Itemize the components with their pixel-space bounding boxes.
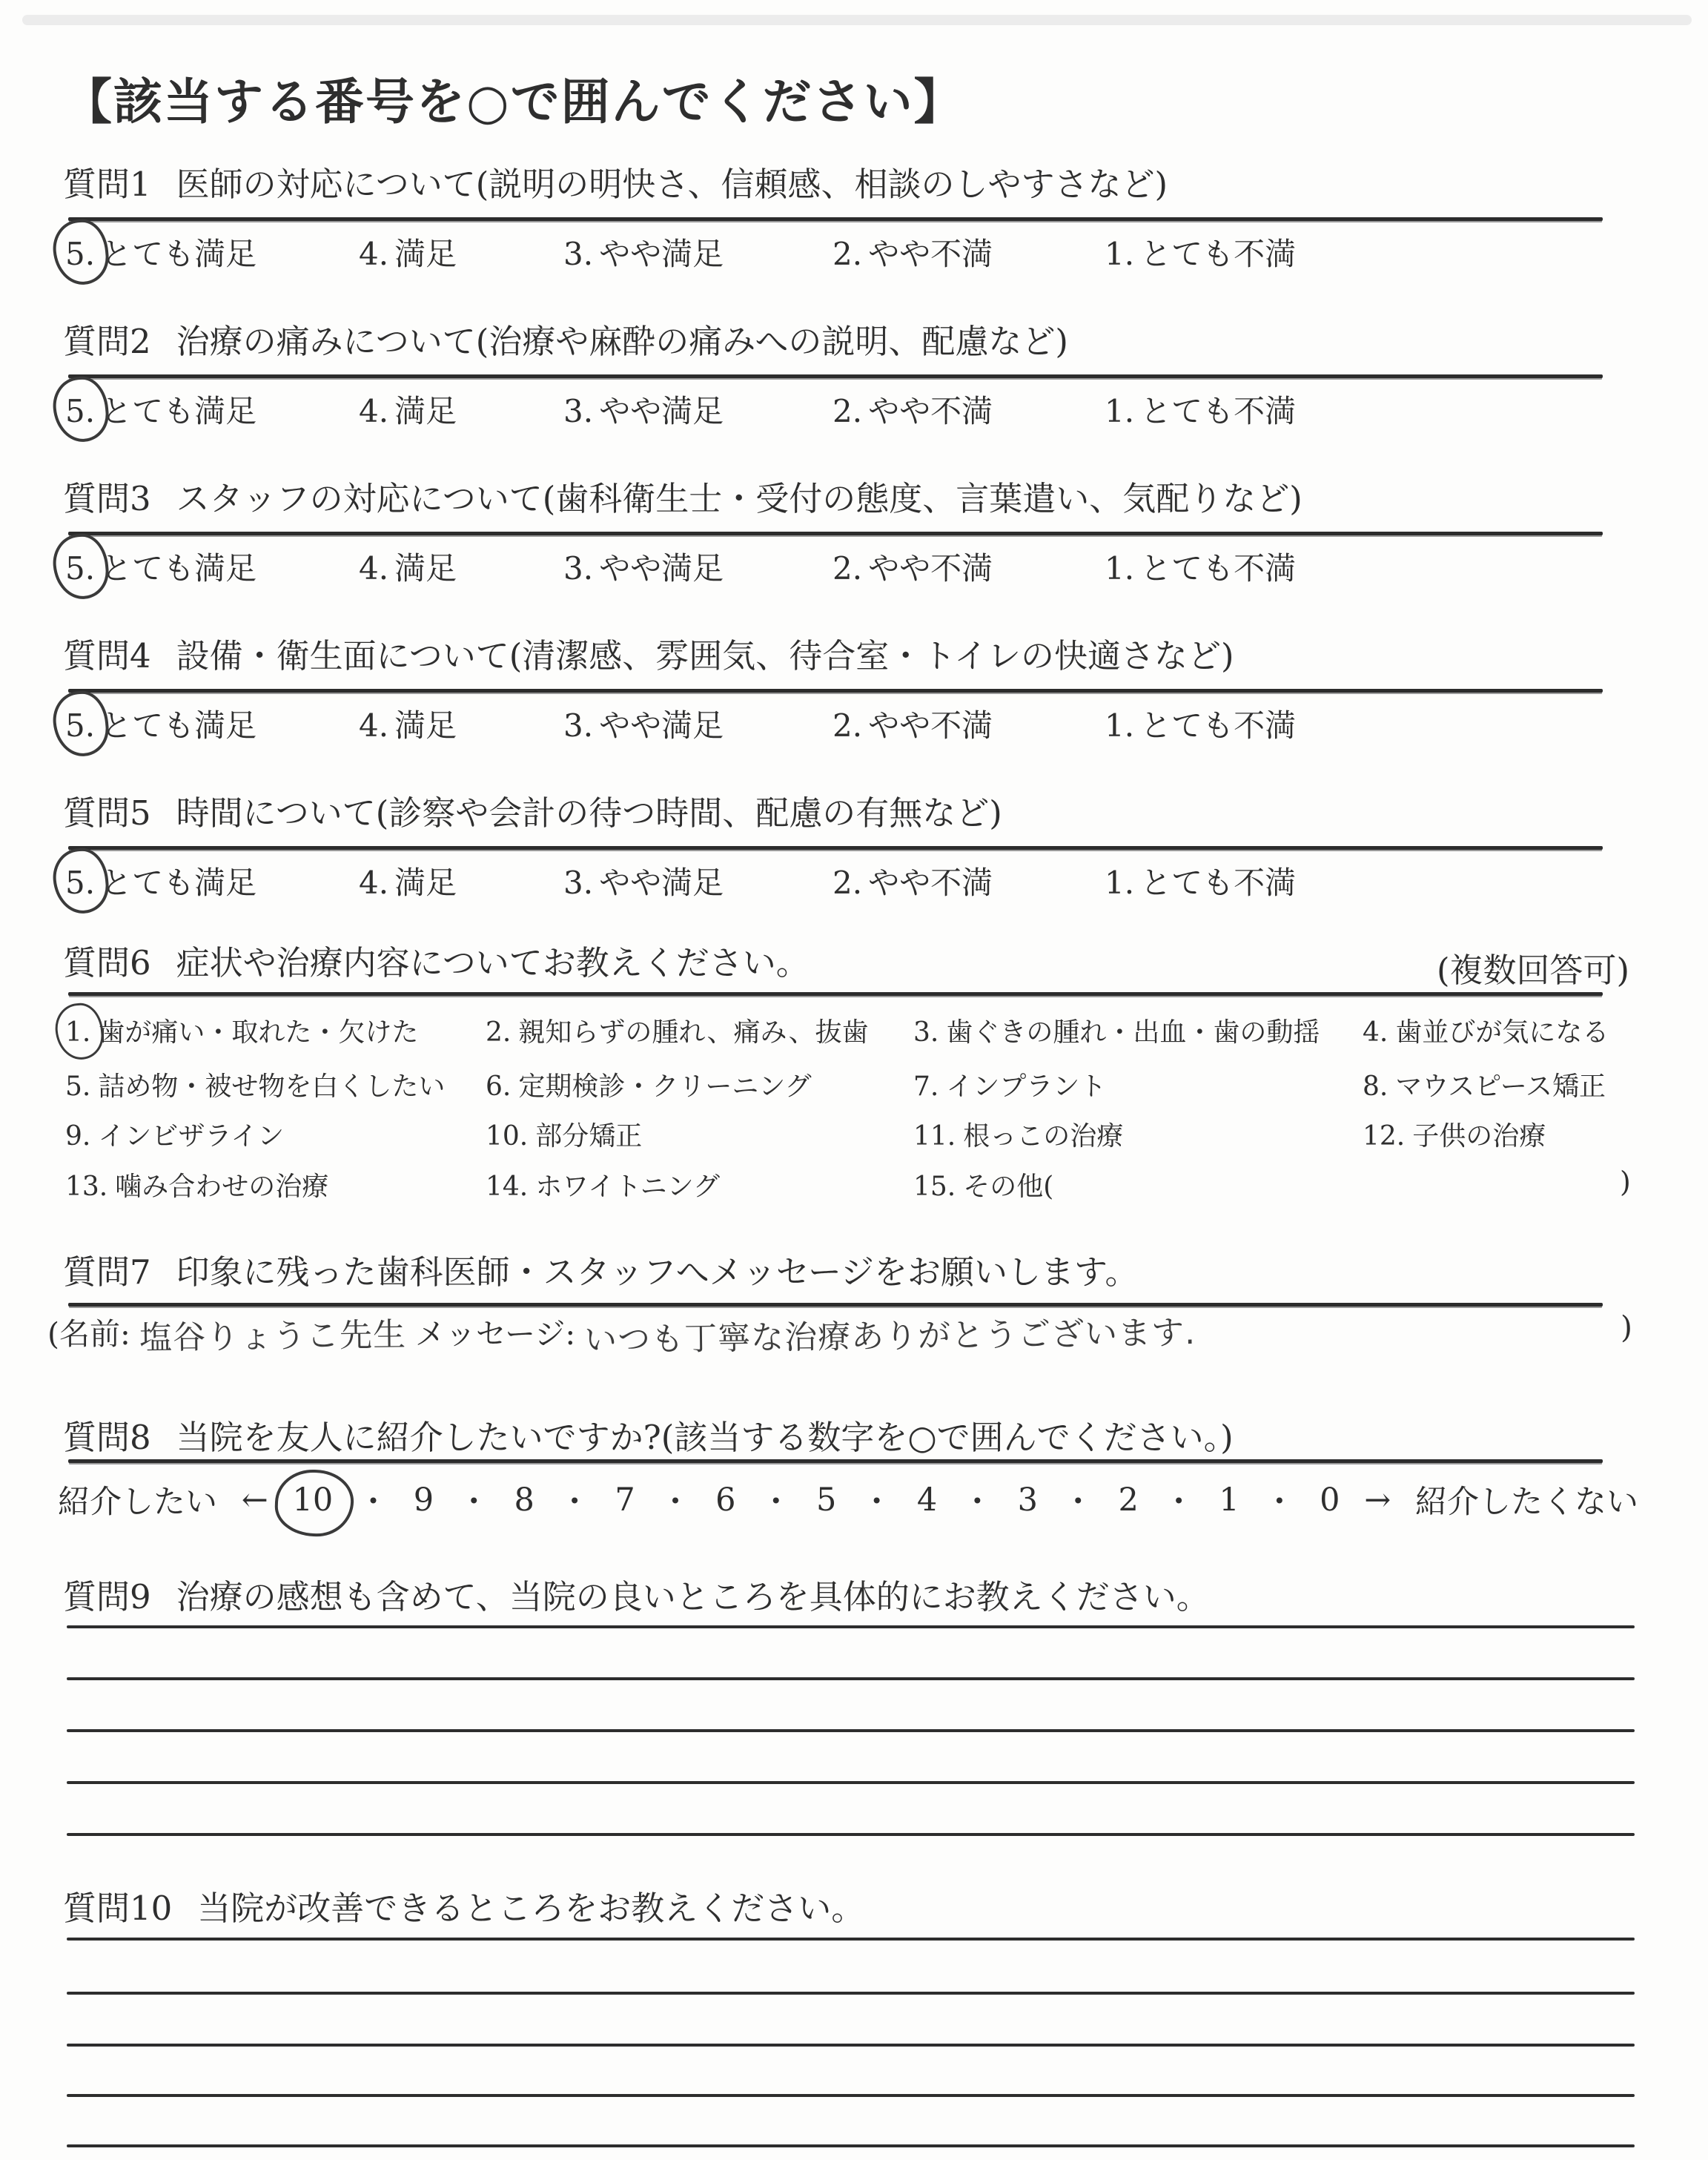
- question-1-heading: [63, 165, 1168, 205]
- q1-option-3: 3. やや満足: [563, 236, 724, 272]
- q8-right-label: 紹介したくない: [1415, 1484, 1638, 1521]
- q8-number-7: 7: [615, 1481, 635, 1519]
- q10-answer-line: [67, 1992, 1635, 1995]
- q3-option-2: 2. やや不満: [833, 550, 993, 587]
- question-4-heading: [63, 636, 1234, 676]
- q3-option-4: 4. 満足: [359, 550, 457, 587]
- question-7-heading: [63, 1252, 1138, 1292]
- q8-number-6: 6: [715, 1481, 736, 1519]
- q10-answer-line: [67, 1938, 1635, 1941]
- question-2-text: 治療の痛みについて(治療や麻酔の痛みへの説明、配慮など): [176, 322, 1068, 361]
- question-5-heading: [63, 793, 1002, 833]
- q6-item-4: 4. 歯並びが気になる: [1363, 1017, 1609, 1048]
- q9-answer-line: [67, 1677, 1635, 1680]
- question-3-text: スタッフの対応について(歯科衛生士・受付の態度、言葉遣い、気配りなど): [176, 479, 1302, 518]
- q4-option-4: 4. 満足: [359, 707, 457, 744]
- question-8-label: 質問8: [63, 1418, 151, 1457]
- question-3-options: [0, 544, 1708, 592]
- question-7-label: 質問7: [63, 1252, 151, 1292]
- question-6-note: (複数回答可): [1437, 951, 1630, 990]
- question-1-label: 質問1: [63, 165, 151, 204]
- q6-item-10: 10. 部分矯正: [486, 1121, 643, 1152]
- question-8-text: 当院を友人に紹介したいですか?(該当する数字を○で囲んでください。): [176, 1418, 1234, 1457]
- q6-item-9: 9. インビザライン: [65, 1121, 285, 1152]
- q8-dot: ・: [1062, 1484, 1094, 1521]
- question-7-text: 印象に残った歯科医師・スタッフへメッセージをお願いします。: [176, 1252, 1139, 1292]
- q6-item-5: 5. 詰め物・被せ物を白くしたい: [65, 1071, 446, 1102]
- q6-item-7: 7. インプラント: [913, 1071, 1107, 1102]
- question-5-options: [0, 859, 1708, 906]
- q2-option-1: 1. とても不満: [1105, 393, 1297, 429]
- question-4-options: [0, 701, 1708, 749]
- q4-option-3: 3. やや満足: [563, 707, 724, 744]
- q7-message-label: メッセージ:: [414, 1316, 576, 1352]
- q1-option-2: 2. やや不満: [833, 236, 993, 272]
- question-5-rule: [68, 846, 1603, 850]
- q1-option-4: 4. 満足: [359, 236, 457, 272]
- question-1-rule: [68, 217, 1603, 221]
- q7-name-prefix: (名前:: [47, 1316, 130, 1352]
- q10-answer-line: [67, 2094, 1635, 2097]
- q6-item-6: 6. 定期検診・クリーニング: [486, 1071, 812, 1102]
- question-9-label: 質問9: [63, 1577, 151, 1616]
- q8-dot: ・: [457, 1484, 490, 1521]
- q8-dot: ・: [760, 1484, 792, 1521]
- question-7-answer-row: [47, 1309, 1641, 1360]
- question-2-label: 質問2: [63, 322, 151, 361]
- q2-option-3: 3. やや満足: [563, 393, 724, 429]
- q8-number-4: 4: [916, 1481, 938, 1519]
- q6-other-close-paren: ): [1620, 1166, 1631, 1198]
- q7-close-paren: ): [1621, 1309, 1632, 1345]
- q8-dot: ・: [1263, 1484, 1296, 1521]
- q3-option-5: 5. とても満足: [65, 544, 256, 589]
- q9-answer-line: [67, 1625, 1635, 1628]
- q4-option-5: 5. とても満足: [65, 701, 256, 746]
- q2-option-4: 4. 満足: [359, 393, 457, 429]
- q6-item-13: 13. 噛み合わせの治療: [65, 1172, 329, 1202]
- q5-option-4: 4. 満足: [359, 865, 457, 901]
- q2-option-2: 2. やや不満: [833, 393, 993, 429]
- q8-dot: ・: [558, 1484, 591, 1521]
- q6-item-12: 12. 子供の治療: [1363, 1121, 1546, 1152]
- question-3-heading: [63, 479, 1302, 519]
- q5-option-3: 3. やや満足: [563, 865, 724, 901]
- question-8-scale-row: [58, 1477, 1638, 1522]
- q8-dot: ・: [861, 1484, 893, 1521]
- q8-left-arrow: ←: [241, 1481, 268, 1519]
- q8-dot: ・: [961, 1484, 993, 1521]
- q7-handwritten-message: いつも丁寧な治療ありがとうございます.: [583, 1313, 1196, 1360]
- q9-answer-line: [67, 1781, 1635, 1784]
- q5-option-1: 1. とても不満: [1105, 865, 1297, 901]
- q8-number-9: 9: [413, 1481, 434, 1519]
- question-4-text: 設備・衛生面について(清潔感、雰囲気、待合室・トイレの快適さなど): [176, 636, 1234, 676]
- q6-item-11: 11. 根っこの治療: [913, 1121, 1124, 1152]
- question-6-rule: [68, 992, 1603, 996]
- question-5-label: 質問5: [63, 793, 151, 833]
- question-2-heading: [63, 322, 1068, 362]
- question-10-heading: [63, 1889, 864, 1929]
- question-3-rule: [68, 532, 1603, 535]
- q8-number-2: 2: [1118, 1481, 1139, 1519]
- q6-item-3: 3. 歯ぐきの腫れ・出血・歯の動揺: [913, 1017, 1320, 1048]
- q3-option-3: 3. やや満足: [563, 550, 724, 587]
- question-5-text: 時間について(診察や会計の待つ時間、配慮の有無など): [176, 793, 1002, 833]
- q3-option-1: 1. とても不満: [1105, 550, 1297, 587]
- question-1-text: 医師の対応について(説明の明快さ、信頼感、相談のしやすさなど): [176, 165, 1168, 204]
- question-4-label: 質問4: [63, 636, 151, 676]
- q8-dot: ・: [1162, 1484, 1195, 1521]
- question-2-options: [0, 387, 1708, 435]
- question-8-rule: [68, 1459, 1603, 1463]
- question-3-label: 質問3: [63, 479, 151, 518]
- q9-answer-line: [67, 1729, 1635, 1732]
- q5-option-2: 2. やや不満: [833, 865, 993, 901]
- q1-option-5: 5. とても満足: [65, 230, 256, 274]
- q9-answer-line: [67, 1833, 1635, 1836]
- question-6-label: 質問6: [63, 943, 151, 982]
- form-title: 【該当する番号を○で囲んでください】: [63, 73, 964, 131]
- question-9-heading: [63, 1577, 1210, 1617]
- q6-item-15: 15. その他(: [913, 1172, 1054, 1202]
- q2-option-5: 5. とても満足: [65, 387, 256, 432]
- question-6-text: 症状や治療内容についてお教えください。: [176, 943, 810, 982]
- scan-artifact-band: [22, 15, 1692, 25]
- q8-number-5: 5: [816, 1481, 837, 1519]
- q8-number-3: 3: [1017, 1481, 1039, 1519]
- question-6-heading: [63, 943, 810, 983]
- question-2-rule: [68, 374, 1603, 378]
- q8-dot: ・: [659, 1484, 692, 1521]
- question-4-rule: [68, 689, 1603, 693]
- q8-dot: ・: [357, 1484, 389, 1521]
- q10-answer-line: [67, 2044, 1635, 2047]
- q8-right-arrow: →: [1364, 1481, 1391, 1519]
- q8-number-8: 8: [514, 1481, 534, 1519]
- q10-answer-line: [67, 2144, 1635, 2147]
- q8-number-10: 10: [293, 1482, 334, 1519]
- question-9-text: 治療の感想も含めて、当院の良いところを具体的にお教えください。: [176, 1577, 1210, 1616]
- q8-number-1: 1: [1219, 1481, 1239, 1519]
- question-10-label: 質問10: [63, 1889, 173, 1928]
- q5-option-5: 5. とても満足: [65, 859, 256, 903]
- q6-item-1: 1. 歯が痛い・取れた・欠けた: [65, 1011, 418, 1049]
- q1-option-1: 1. とても不満: [1105, 236, 1297, 272]
- q8-left-label: 紹介したい: [58, 1484, 217, 1521]
- q8-number-0: 0: [1320, 1481, 1340, 1519]
- q7-handwritten-name: 塩谷りょうこ先生: [139, 1315, 407, 1358]
- question-8-heading: [63, 1418, 1234, 1458]
- question-7-rule: [68, 1303, 1603, 1307]
- question-10-text: 当院が改善できるところをお教えください。: [197, 1889, 865, 1928]
- q6-item-14: 14. ホワイトニング: [486, 1172, 721, 1202]
- q6-item-8: 8. マウスピース矯正: [1363, 1071, 1606, 1102]
- q4-option-1: 1. とても不満: [1105, 707, 1297, 744]
- q4-option-2: 2. やや不満: [833, 707, 993, 744]
- q6-item-2: 2. 親知らずの腫れ、痛み、抜歯: [486, 1017, 869, 1048]
- question-1-options: [0, 230, 1708, 277]
